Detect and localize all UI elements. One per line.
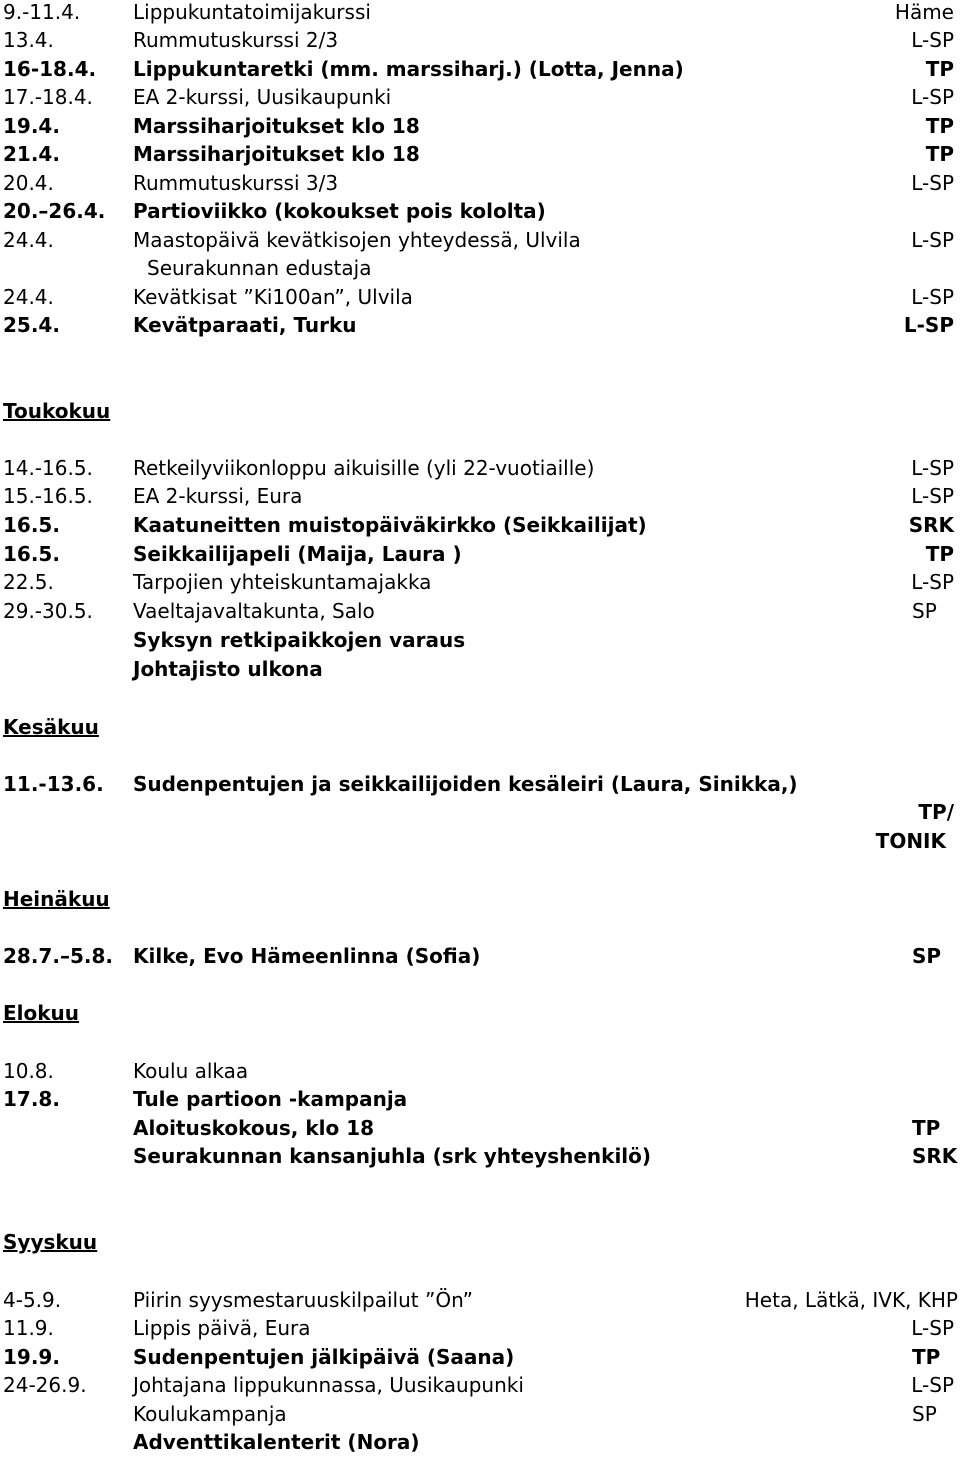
event-row bbox=[0, 197, 960, 225]
event-title: Sudenpentujen jälkipäivä (Saana) bbox=[133, 1345, 515, 1369]
event-row bbox=[0, 511, 960, 539]
event-title: Partioviikko (kokoukset pois kololta) bbox=[133, 199, 546, 223]
event-title: Piirin syysmestaruuskilpailut ”Ön” bbox=[133, 1288, 474, 1312]
event-title: Tule partioon -kampanja bbox=[133, 1087, 408, 1111]
event-row bbox=[0, 83, 960, 111]
event-row bbox=[0, 1314, 960, 1342]
month-heading: Toukokuu bbox=[3, 399, 111, 423]
event-date: 10.8. bbox=[3, 1059, 54, 1083]
event-organizer: L-SP bbox=[911, 570, 954, 594]
event-row bbox=[0, 55, 960, 83]
event-row bbox=[0, 283, 960, 311]
event-row bbox=[0, 140, 960, 168]
event-organizer: TP bbox=[912, 1345, 941, 1369]
event-organizer: L-SP bbox=[911, 28, 954, 52]
event-title: Aloituskokous, klo 18 bbox=[133, 1116, 375, 1140]
event-organizer: TP bbox=[912, 1116, 941, 1140]
event-date: 11.-13.6. bbox=[3, 772, 104, 796]
event-organizer: SRK bbox=[912, 1144, 958, 1168]
month-heading: Kesäkuu bbox=[3, 715, 99, 739]
event-row bbox=[0, 770, 960, 798]
event-organizer: TP/ bbox=[918, 800, 954, 824]
event-title: Adventtikalenterit (Nora) bbox=[133, 1430, 420, 1454]
event-row bbox=[0, 112, 960, 140]
event-organizer: L-SP bbox=[911, 171, 954, 195]
event-row bbox=[0, 1428, 960, 1456]
event-title: Kilke, Evo Hämeenlinna (Sofia) bbox=[133, 944, 481, 968]
event-date: 19.4. bbox=[3, 114, 60, 138]
event-row bbox=[0, 1400, 960, 1428]
event-organizer: SRK bbox=[908, 513, 954, 537]
event-title: Seikkailijapeli (Maija, Laura ) bbox=[133, 542, 462, 566]
event-title: Maastopäivä kevätkisojen yhteydessä, Ulvila bbox=[133, 228, 581, 252]
event-row bbox=[0, 226, 960, 254]
event-organizer: TP bbox=[925, 57, 954, 81]
event-date: 9.-11.4. bbox=[3, 0, 81, 24]
event-title: Koulukampanja bbox=[133, 1402, 287, 1426]
event-date: 16.5. bbox=[3, 513, 60, 537]
event-date: 21.4. bbox=[3, 142, 60, 166]
event-title: Rummutuskurssi 3/3 bbox=[133, 171, 339, 195]
event-date: 24.4. bbox=[3, 228, 54, 252]
event-date: 25.4. bbox=[3, 313, 60, 337]
event-row bbox=[0, 626, 960, 654]
event-row bbox=[0, 597, 960, 625]
event-date: 20.4. bbox=[3, 171, 54, 195]
event-row bbox=[0, 169, 960, 197]
event-organizer: L-SP bbox=[911, 1373, 954, 1397]
event-date: 17.-18.4. bbox=[3, 85, 93, 109]
event-title: Koulu alkaa bbox=[133, 1059, 249, 1083]
event-title: Tarpojien yhteiskuntamajakka bbox=[133, 570, 432, 594]
event-organizer: L-SP bbox=[911, 484, 954, 508]
event-title: Johtajisto ulkona bbox=[133, 657, 323, 681]
event-date: 17.8. bbox=[3, 1087, 60, 1111]
event-title: Lippukuntaretki (mm. marssiharj.) (Lotta, Jenna) bbox=[133, 57, 684, 81]
event-row bbox=[0, 1343, 960, 1371]
event-organizer: TP bbox=[925, 542, 954, 566]
event-row bbox=[0, 311, 960, 339]
event-title: Kevätparaati, Turku bbox=[133, 313, 357, 337]
event-organizer: L-SP bbox=[911, 228, 954, 252]
month-heading: Syyskuu bbox=[3, 1230, 98, 1254]
event-row bbox=[0, 942, 960, 970]
event-date: 24.4. bbox=[3, 285, 54, 309]
event-row bbox=[0, 568, 960, 596]
event-title: Seurakunnan kansanjuhla (srk yhteyshenkilö) bbox=[133, 1144, 652, 1168]
event-row bbox=[0, 26, 960, 54]
event-organizer: SP bbox=[912, 944, 942, 968]
month-heading: Heinäkuu bbox=[3, 887, 110, 911]
event-organizer: TP bbox=[925, 114, 954, 138]
event-title: Sudenpentujen ja seikkailijoiden kesäleiri (Laura, Sinikka,) bbox=[133, 772, 798, 796]
event-organizer: SP bbox=[912, 1402, 937, 1426]
month-heading: Elokuu bbox=[3, 1001, 80, 1025]
event-title: EA 2-kurssi, Uusikaupunki bbox=[133, 85, 392, 109]
event-date: 4-5.9. bbox=[3, 1288, 62, 1312]
event-organizer: L-SP bbox=[911, 285, 954, 309]
event-row bbox=[0, 1057, 960, 1085]
event-organizer: Häme bbox=[894, 0, 954, 24]
event-organizer: L-SP bbox=[911, 85, 954, 109]
event-row bbox=[0, 1371, 960, 1399]
event-row bbox=[0, 540, 960, 568]
event-organizer: L-SP bbox=[911, 1316, 954, 1340]
event-date: 16.5. bbox=[3, 542, 60, 566]
event-date: 20.–26.4. bbox=[3, 199, 106, 223]
event-title: Vaeltajavaltakunta, Salo bbox=[133, 599, 375, 623]
event-row bbox=[0, 827, 960, 855]
event-date: 22.5. bbox=[3, 570, 54, 594]
event-title: Marssiharjoitukset klo 18 bbox=[133, 114, 420, 138]
event-title: EA 2-kurssi, Eura bbox=[133, 484, 303, 508]
event-date: 14.-16.5. bbox=[3, 456, 93, 480]
event-row bbox=[0, 254, 960, 282]
event-date: 19.9. bbox=[3, 1345, 60, 1369]
event-row bbox=[0, 482, 960, 510]
event-title: Retkeilyviikonloppu aikuisille (yli 22-vuotiaille) bbox=[133, 456, 595, 480]
event-date: 11.9. bbox=[3, 1316, 54, 1340]
event-organizer: L-SP bbox=[903, 313, 954, 337]
event-date: 28.7.–5.8. bbox=[3, 944, 113, 968]
event-title: Lippukuntatoimijakurssi bbox=[133, 0, 371, 24]
event-row bbox=[0, 0, 960, 26]
event-row bbox=[0, 1286, 960, 1314]
event-organizer: SP bbox=[912, 599, 937, 623]
event-date: 15.-16.5. bbox=[3, 484, 93, 508]
event-title: Rummutuskurssi 2/3 bbox=[133, 28, 339, 52]
event-row bbox=[0, 1114, 960, 1142]
event-title: Syksyn retkipaikkojen varaus bbox=[133, 628, 466, 652]
event-title: Lippis päivä, Eura bbox=[133, 1316, 311, 1340]
event-title: Johtajana lippukunnassa, Uusikaupunki bbox=[133, 1373, 524, 1397]
event-organizer: L-SP bbox=[911, 456, 954, 480]
event-date: 13.4. bbox=[3, 28, 54, 52]
event-date: 16-18.4. bbox=[3, 57, 97, 81]
event-organizer: TONIK bbox=[875, 829, 946, 853]
event-date: 29.-30.5. bbox=[3, 599, 93, 623]
event-row bbox=[0, 1142, 960, 1170]
event-date: 24-26.9. bbox=[3, 1373, 87, 1397]
event-row bbox=[0, 655, 960, 683]
event-row bbox=[0, 1085, 960, 1113]
event-title: Kevätkisat ”Ki100an”, Ulvila bbox=[133, 285, 413, 309]
event-row bbox=[0, 798, 960, 826]
event-title: Kaatuneitten muistopäiväkirkko (Seikkailijat) bbox=[133, 513, 647, 537]
event-row bbox=[0, 454, 960, 482]
event-title: Seurakunnan edustaja bbox=[147, 256, 372, 280]
event-organizer: TP bbox=[925, 142, 954, 166]
event-title: Marssiharjoitukset klo 18 bbox=[133, 142, 420, 166]
event-organizer: Heta, Lätkä, IVK, KHP bbox=[744, 1288, 958, 1312]
